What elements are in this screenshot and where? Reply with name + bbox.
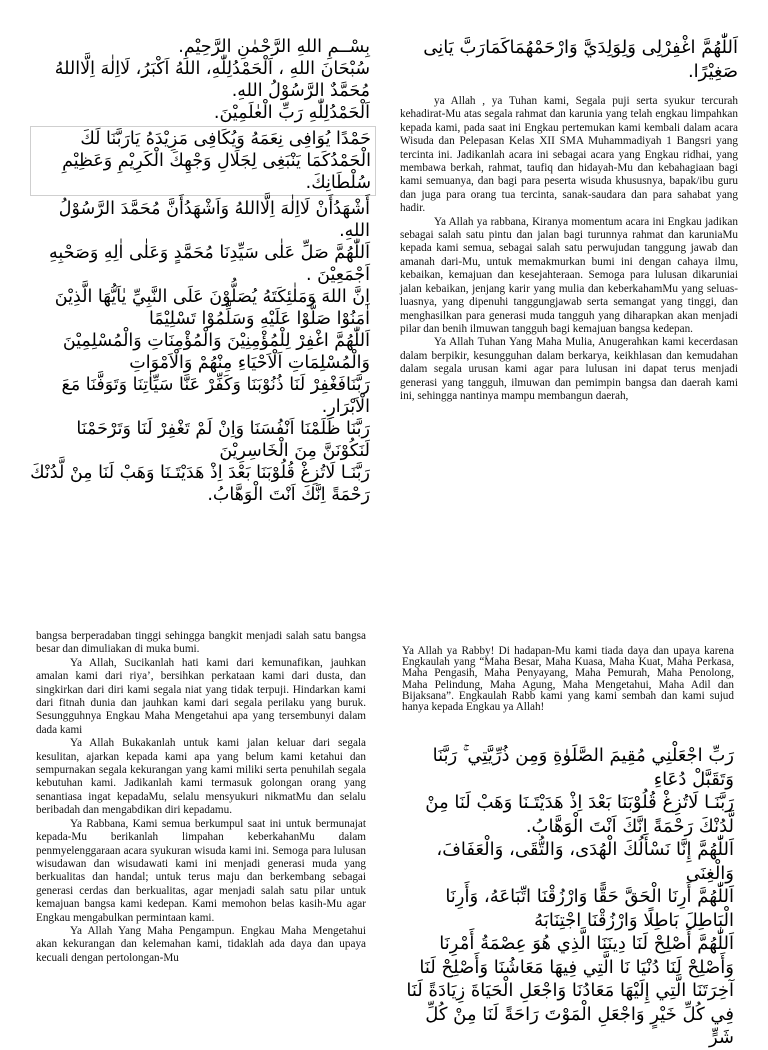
arabic-line: اِنَّ اللهَ وَمَلٰئِكَتَهُ يُصَلُّوْنَ عَلَى النَّبِيِّ يٰاَيُّهَا الَّذِيْنَ اٰمَنُوْا صَلُّوْا عَلَيْهِ وَسَلِّمُوْا تَسْلِيْمًا [54, 287, 370, 329]
arabic-line: اَللّٰهُمَّ اغْفِرْ لِلْمُؤْمِنِيْنَ وَالْمُؤْمِنَاتِ وَالْمُسْلِمِيْنَ وَالْمُسْلِمَاتِ اَلْاَحْيَاءِ مِنْهُمْ وَالْاَمْوَاتِ [62, 331, 370, 373]
arabic-line: رَبِّ اجْعَلْنِي مُقِيمَ الصَّلَوٰةِ وَمِن ذُرِّيَّتِي ۚ رَبَّنَا وَتَقَبَّلْ دُعَاءِ [432, 745, 734, 790]
arabic-line: رَبَّنَا ظَلَمْنَا اَنْفُسَنَا وَاِنْ لَمْ تَغْفِرْ لَنَا وَتَرْحَمْنَا لَنَكُوْنَنَّ مِنَ الْخَاسِرِيْنَ [76, 419, 370, 461]
paragraph: Ya Allah ya rabbana, Kiranya momentum acara ini Engkau jadikan sebagai salah satu pintu dan jalan bagi turunnya rahmat dan karuniaMu kepada kami semua, sebagai salah satu perwujudan tanggung jawab dan amanah dari-Mu, untuk memakmurkan bumi ini dengan cahaya ilmu, kebaikan, kemajuan dan kesejahteraan. Semoga para lulusan dikaruniai jalan kebaikan, jenjang karir yang mulia dan keberkahamMu yang seluas-luasnya, yang dipenuhi tanggungjawab serta semangat yang tinggi, dan menghasilkan para generasi muda tangguh yang diharapkan akan menjadi pilar dan benih ilmuwan tangguh bagi kemajuan bangsa kedepan. [400, 215, 738, 335]
arabic-line: اَللّٰهُمَّ إِنَّا نَسْأَلُكَ الْهُدَى، وَالتُّقَى، وَالْعَفَافَ، وَالْغِنَى [436, 839, 734, 884]
arabic-line: اَللّٰهُمَّ أَرِنَا الْحَقَّ حَقًّا وَارْزُقْنَا اتِّبَاعَهُ، وَأَرِنَا الْبَاطِلَ بَاطِلًا وَارْزُقْنَا اجْتِنَابَهُ [445, 886, 734, 931]
prayer-text-bottom-right [402, 646, 734, 713]
arabic-line: رَبَّنَـا لَاتُزِغْ قُلُوْبَنَا بَعْدَ اِذْ هَدَيْتَـنَا وَهَبْ لَنَا مِنْ لَّدُنْكَ رَحْمَةً اِنَّكَ اَنْتَ الْوَهَّابُ. [425, 792, 734, 837]
arabic-line: اَللّٰهُمَّ أَصْلِحْ لَنَا دِينَنَا الَّذِي هُوَ عِصْمَةُ أَمْرِنَا وَأَصْلِحْ لَنَا دُنْيَا نَا الَّتِي فِيهَا مَعَاشُنَا وَأَصْلِحْ لَنَا آخِرَتَنَا الَّتِي إِلَيْهَا مَعَادُنَا وَاجْعَلِ الْحَيَاةَ زِيَادَةً لَنَا فِي كُلِّ خَيْرٍ وَاجْعَلِ الْمَوْتَ رَاحَةً لَنَا مِنْ كُلِّ شَرٍّ [406, 933, 734, 1048]
arabic-line: سُبْحَانَ اللهِ ، اَلْحَمْدُلِلّٰهِ، اللهُ اَكْبَرُ، لَااِلٰهَ اِلَّااللهُ مُحَمَّدٌ الرَّسُوْلُ اللهِ. [54, 59, 370, 101]
arabic-line: أَشْهَدُأَنْ لَااِلٰهَ اِلَّااللهُ وَاَشْهَدُأَنَّ مُحَمَّدَ الرَّسُوْلُ اللهِ. [58, 199, 370, 241]
arabic-line: اَلْحَمْدُلِلّٰهِ رَبِّ الْعٰلَمِيْنَ. [213, 103, 370, 123]
prayer-text-top-right [400, 95, 738, 403]
arabic-line: رَبَّنَافَغْفِرْ لَنَا ذُنُوْبَنَا وَكَفِّرْ عَنَّا سَيِّاٰتِنَا وَتَوَفَّنَا مَعَ الْاَبْرَارِ. [61, 375, 370, 417]
arabic-line: اَللّٰهُمَّ صَلِّ عَلٰى سَيِّدِنَا مُحَمَّدٍ وَعَلٰى اٰلِهِ وَصَحْبِهِ اَجْمَعِيْنَ . [49, 243, 370, 285]
arabic-closing-prayer [400, 744, 734, 1050]
arabic-line: رَبَّنَـا لَاتُزِغْ قُلُوْبَنَا بَعْدَ اِذْ هَدَيْتَـنَا وَهَبْ لَنَا مِنْ لَّدُنْكَ رَحْمَةً اِنَّكَ اَنْتَ الْوَهَّابُ. [30, 463, 370, 505]
paragraph: Ya Allah Bukakanlah untuk kami jalan keluar dari segala kesulitan, ajarkan kepada kami apa yang belum kami ketahui dan sempurnakan segala kekurangan yang kami miliki serta penuhilah segala kebutuhan kami. Jadikanlah kami termasuk golongan orang yang senantiasa ingat kepadaMu, selalu mensyukuri nikmatMu dan selalu beribadah dan mengabdikan diri kepadamu. [36, 737, 366, 817]
basmalah-line: بِسْــمِ اللهِ الرَّحْمٰنِ الرَّحِيْمِ. [178, 37, 370, 57]
paragraph: Ya Allah Yang Maha Pengampun. Engkau Maha Mengetahui akan kekurangan dan kelemahan kami, tidaklah ada daya dan upaya kecuali dengan pertolongan-Mu [36, 924, 366, 964]
paragraph: Ya Allah ya Rabby! Di hadapan-Mu kami tiada daya dan upaya karena Engkaulah yang “Maha Besar, Maha Kuasa, Maha Kuat, Maha Perkasa, Maha Pengasih, Maha Penyayang, Maha Pemurah, Maha Penolong, Maha Pelindung, Maha Agung, Maha Mengetahui, Maha Adil dan Bijaksana”. Engkaulah Rabb kami yang kami sembah dan kami sujud hanya kepada Engkau ya Allah! [402, 645, 734, 714]
arabic-line-boxed: حَمْدًا يُوَافِى نِعَمَهُ وَيُكَافِى مَزِيْدَهُ يَارَبَّنَا لَكَ الْحَمْدُكَمَا يَنْبَغِى لِجَلَالِ وَجْهِكَ الْكَرِيْمِ وَعَظِيْمِ سُلْطَانِكَ. [30, 126, 376, 196]
paragraph: Ya Rabbana, Kami semua berkumpul saat ini untuk bermunajat kepada-Mu berikanlah limpahan keberkahanMu dalam penmyelenggaraan acara syukuran wisuda kami ini. Semoga para lulusan wisudawan dan wisudawati kami ini menjadi generasi muda yang berkualitas dan handal; untuk terus maju dan berkembang sebagai generasi cerdas dan berkualitas, agar menjadi salah satu pilar untuk kemajuan bangsa kami kedepan. Kami memohon belas kasih-Mu agar Engkau mengabulkan permintaan kami. [36, 817, 366, 924]
prayer-text-bottom-left [36, 630, 366, 965]
paragraph: bangsa berperadaban tinggi sehingga bangkit menjadi salah satu bangsa besar dan dimuliakan di muka bumi. [36, 630, 366, 656]
paragraph: ya Allah , ya Tuhan kami, Segala puji serta syukur tercurah kehadirat-Mu atas segala rahmat dan karunia yang telah engkau limpahkan kepada kami, pada saat ini Engkau pertemukan kami kembali dalam acara Wisuda dan Pelepasan Kelas XII SMA Muhammadiyah 1 Bangsri yang tercinta ini. Jadikanlah acara ini sebagai acara yang Engkau ridhai, yang membawa berkah, rahmat, taufiq dan hidayah-Mu dan kebahagiaan bagi kami semuanya, dan bagi para peserta wisuda khususnya, bapak/ibu guru dan juga para orang tua tercinta, sanak-saudara dan para sahabat yang hadir. [400, 95, 738, 215]
arabic-parents-prayer: اَللّٰهُمَّ اغْفِرْلِى وَلِوَلِدَيَّ وَارْحَمْهُمَاكَمَارَبَّ يَانِى صَغِيْرًا. [423, 37, 738, 82]
arabic-opening-prayer [30, 36, 370, 506]
paragraph: Ya Allah, Sucikanlah hati kami dari kemunafikan, jauhkan amalan kami dari riya’, bersihkan perkataan kami dari dusta, dan singkirkan dari diri kami segala niat yang tidak terpuji. Hindarkan kami dari fitnah dunia dan jauhkan kami dari segala perilaku yang buruk. Sesungguhnya Engkau Maha Mengetahui apa yang tersembunyi dalam dada kami [36, 656, 366, 736]
paragraph: Ya Allah Tuhan Yang Maha Mulia, Anugerahkan kami kecerdasan dalam berpikir, kesungguhan dalam berkarya, keikhlasan dan kemudahan dalam segala urusan kami agar para lulusan ini dapat terus menjadi generasi yang tangguh, ilmuwan dan pemimpin bangsa dan daerah kami ini, sehingga nantinya mampu membangun daerah, [400, 336, 738, 402]
